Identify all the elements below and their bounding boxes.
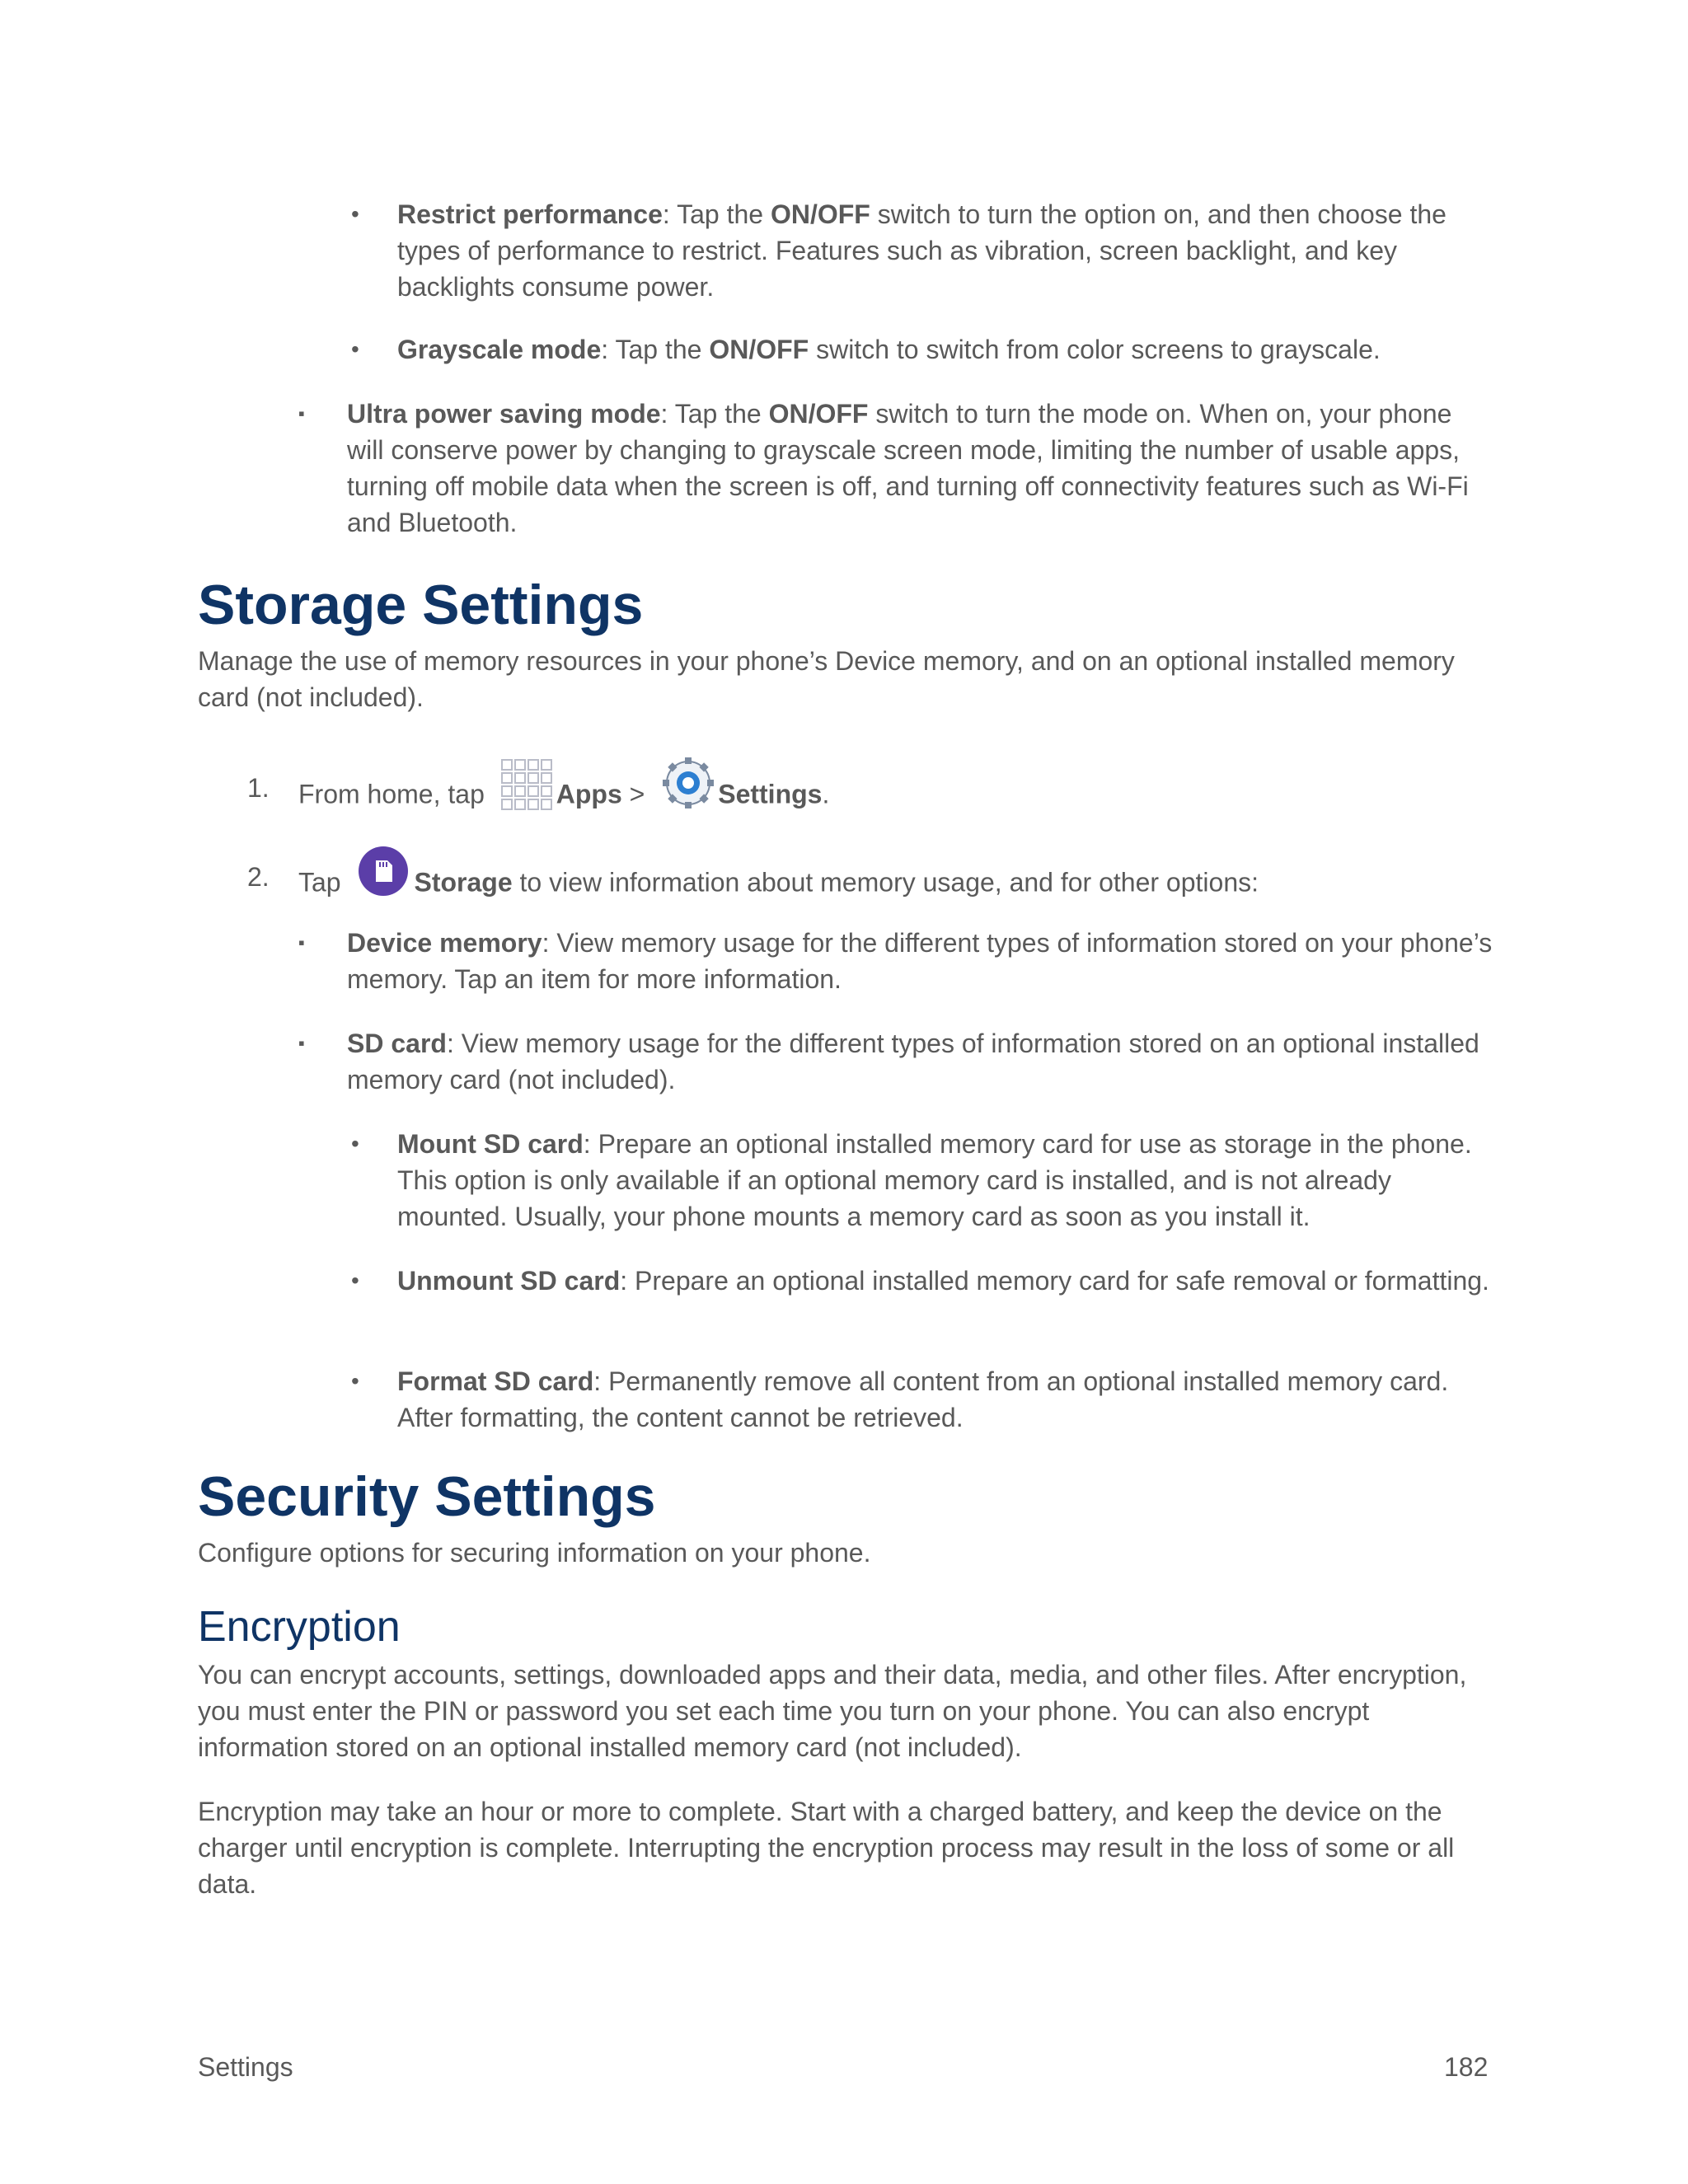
term: Unmount SD card xyxy=(397,1266,621,1296)
text: : Tap the xyxy=(662,199,771,229)
term: Grayscale mode xyxy=(397,335,602,364)
security-settings-heading: Security Settings xyxy=(198,1465,656,1528)
square-bullet-glyph: ▪ xyxy=(298,1033,305,1053)
term: ON/OFF xyxy=(768,399,869,429)
text: Tap xyxy=(298,867,349,898)
term: Mount SD card xyxy=(397,1129,584,1159)
bullet-grayscale-mode xyxy=(351,331,1493,368)
term: ON/OFF xyxy=(709,335,809,364)
term: Format SD card xyxy=(397,1366,594,1396)
square-bullet-glyph: ▪ xyxy=(298,403,305,424)
settings-gear-icon xyxy=(662,757,715,809)
settings-label: Settings xyxy=(718,779,823,809)
footer-section-name: Settings xyxy=(198,2052,293,2082)
bullet-glyph: • xyxy=(351,1268,359,1293)
text: switch to turn the option on, and then choose the types of performance to restrict. Features such as vibration, screen backlight, and key backlights consume power. xyxy=(397,199,1447,302)
footer-page-number: 182 xyxy=(1444,2052,1489,2082)
storage-label: Storage xyxy=(414,867,513,898)
bullet-glyph: • xyxy=(351,1131,359,1156)
encryption-paragraph-2: Encryption may take an hour or more to complete. Start with a charged battery, and keep the device on the charger until encryption is complete. Interrupting the encryption process may result in the loss of some or all data. xyxy=(198,1797,1455,1899)
term: ON/OFF xyxy=(770,199,870,229)
bullet-device-memory xyxy=(298,925,1493,997)
bullet-mount-sd-card xyxy=(351,1126,1493,1235)
bullet-glyph: • xyxy=(351,336,359,362)
step-number: 1. xyxy=(247,773,270,803)
bullet-glyph: • xyxy=(351,1368,359,1394)
encryption-heading: Encryption xyxy=(198,1603,401,1651)
term: Restrict performance xyxy=(397,199,663,229)
storage-settings-heading: Storage Settings xyxy=(198,574,644,636)
text: switch to switch from color screens to grayscale. xyxy=(809,335,1381,364)
bullet-ultra-power-saving xyxy=(298,396,1493,541)
step-number: 2. xyxy=(247,862,270,892)
bullet-sd-card xyxy=(298,1025,1493,1098)
text: : Permanently remove all content from an optional installed memory card. After formatting, the content cannot be retrieved. xyxy=(397,1366,1449,1432)
step-text xyxy=(298,770,829,823)
step-text xyxy=(298,859,1259,910)
apps-grid-icon xyxy=(500,758,553,811)
text: > xyxy=(621,779,653,809)
bullet-format-sd-card xyxy=(351,1363,1493,1436)
term: Device memory xyxy=(347,928,542,958)
text: . xyxy=(822,779,830,809)
text: : Tap the xyxy=(660,399,769,429)
text: From home, tap xyxy=(298,779,492,809)
storage-sd-icon xyxy=(358,846,409,897)
text: switch to turn the mode on. When on, your phone will conserve power by changing to grayscale screen mode, limiting the number of usable apps, turning off mobile data when the screen is off, and turning off connectivity features such as Wi-Fi and Bluetooth. xyxy=(347,399,1469,537)
apps-label: Apps xyxy=(556,779,622,809)
text: : Tap the xyxy=(601,335,710,364)
bullet-glyph: • xyxy=(351,201,359,227)
text: : Prepare an optional installed memory card for use as storage in the phone. This option is only available if an optional memory card is installed, and is not already mounted. Usually, your phone mounts a memory card as soon as you install it. xyxy=(397,1129,1472,1231)
bullet-restrict-performance xyxy=(351,196,1493,305)
term: SD card xyxy=(347,1029,447,1058)
text: : View memory usage for the different types of information stored on your phone’s memory. Tap an item for more information. xyxy=(347,928,1493,994)
encryption-paragraph-1: You can encrypt accounts, settings, downloaded apps and their data, media, and other files. After encryption, you must enter the PIN or password you set each time you turn on your phone. You can also encrypt information stored on an optional installed memory card (not included). xyxy=(198,1660,1467,1762)
bullet-unmount-sd-card xyxy=(351,1263,1493,1299)
text: to view information about memory usage, and for other options: xyxy=(512,867,1259,898)
security-intro: Configure options for securing information on your phone. xyxy=(198,1538,871,1568)
storage-intro: Manage the use of memory resources in your phone’s Device memory, and on an optional installed memory card (not included). xyxy=(198,646,1455,712)
square-bullet-glyph: ▪ xyxy=(298,932,305,953)
term: Ultra power saving mode xyxy=(347,399,661,429)
text: : Prepare an optional installed memory card for safe removal or formatting. xyxy=(620,1266,1489,1296)
text: : View memory usage for the different types of information stored on an optional installed memory card (not included). xyxy=(347,1029,1479,1094)
